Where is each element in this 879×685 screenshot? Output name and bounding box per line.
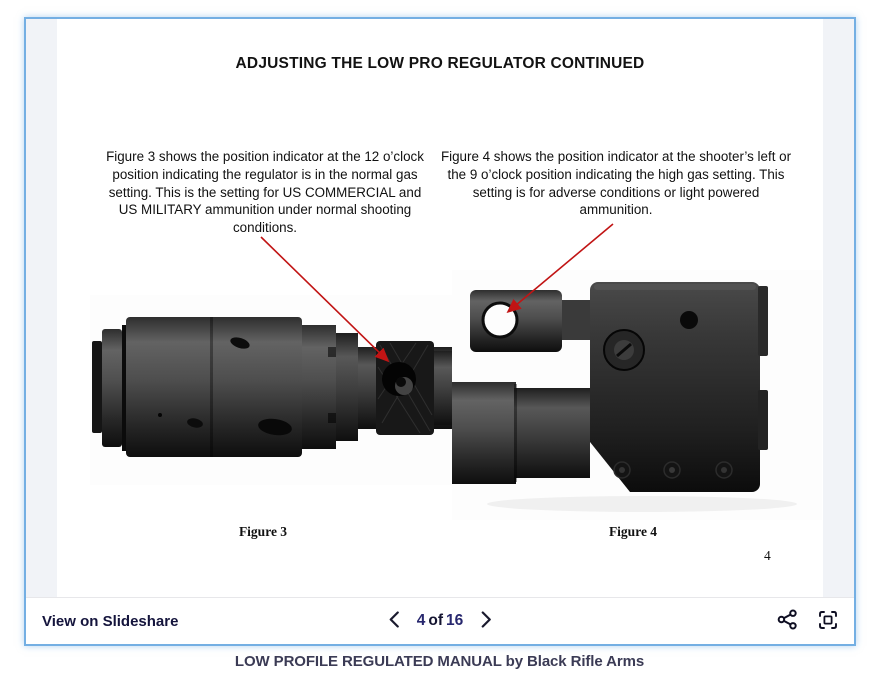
slide-title: ADJUSTING THE LOW PRO REGULATOR CONTINUED xyxy=(235,55,645,72)
chevron-right-icon xyxy=(480,611,491,631)
toolbar-actions xyxy=(775,598,840,644)
pager-separator: of xyxy=(428,612,444,629)
figure3-label: Figure 3 xyxy=(238,524,288,539)
slide-page-4[interactable] xyxy=(57,19,823,597)
fullscreen-expand-icon xyxy=(818,610,838,633)
deck-author: Black Rifle Arms xyxy=(527,653,645,670)
pager-text xyxy=(417,612,464,630)
figure3-photo xyxy=(90,295,455,485)
pager-total: 16 xyxy=(446,612,464,629)
previous-slide-button[interactable] xyxy=(387,609,402,633)
player-toolbar xyxy=(26,597,854,644)
figure3-caption-text: Figure 3 shows the position indicator at the 12 o’clock position indicating the regulator is in the normal gas setting. This is the setting for US COMMERCIAL and US MILITARY ammunition under normal shooting conditions. xyxy=(106,149,424,236)
share-nodes-icon xyxy=(777,609,798,633)
deck-by-text: by xyxy=(505,653,523,670)
pager-current: 4 xyxy=(416,612,426,629)
deck-caption xyxy=(0,653,879,670)
next-slide-button[interactable] xyxy=(478,609,493,633)
deck-title-link[interactable]: LOW PROFILE REGULATED MANUAL xyxy=(234,653,502,670)
view-on-slideshare-link[interactable]: View on Slideshare xyxy=(42,612,179,630)
slideshare-embed xyxy=(24,17,856,646)
fullscreen-button[interactable] xyxy=(816,608,840,635)
slide-page-number: 4 xyxy=(764,548,771,563)
figure4-caption-text: Figure 4 shows the position indicator at the shooter’s left or the 9 o’clock position indicating the high gas setting. This setting is for adverse conditions or light powered ammunition. xyxy=(440,149,792,218)
figure4-label: Figure 4 xyxy=(608,524,658,539)
share-button[interactable] xyxy=(775,607,800,635)
chevron-left-icon xyxy=(389,611,400,631)
pager xyxy=(387,598,494,644)
figure4-photo xyxy=(452,270,822,520)
slide-viewport xyxy=(26,19,854,597)
